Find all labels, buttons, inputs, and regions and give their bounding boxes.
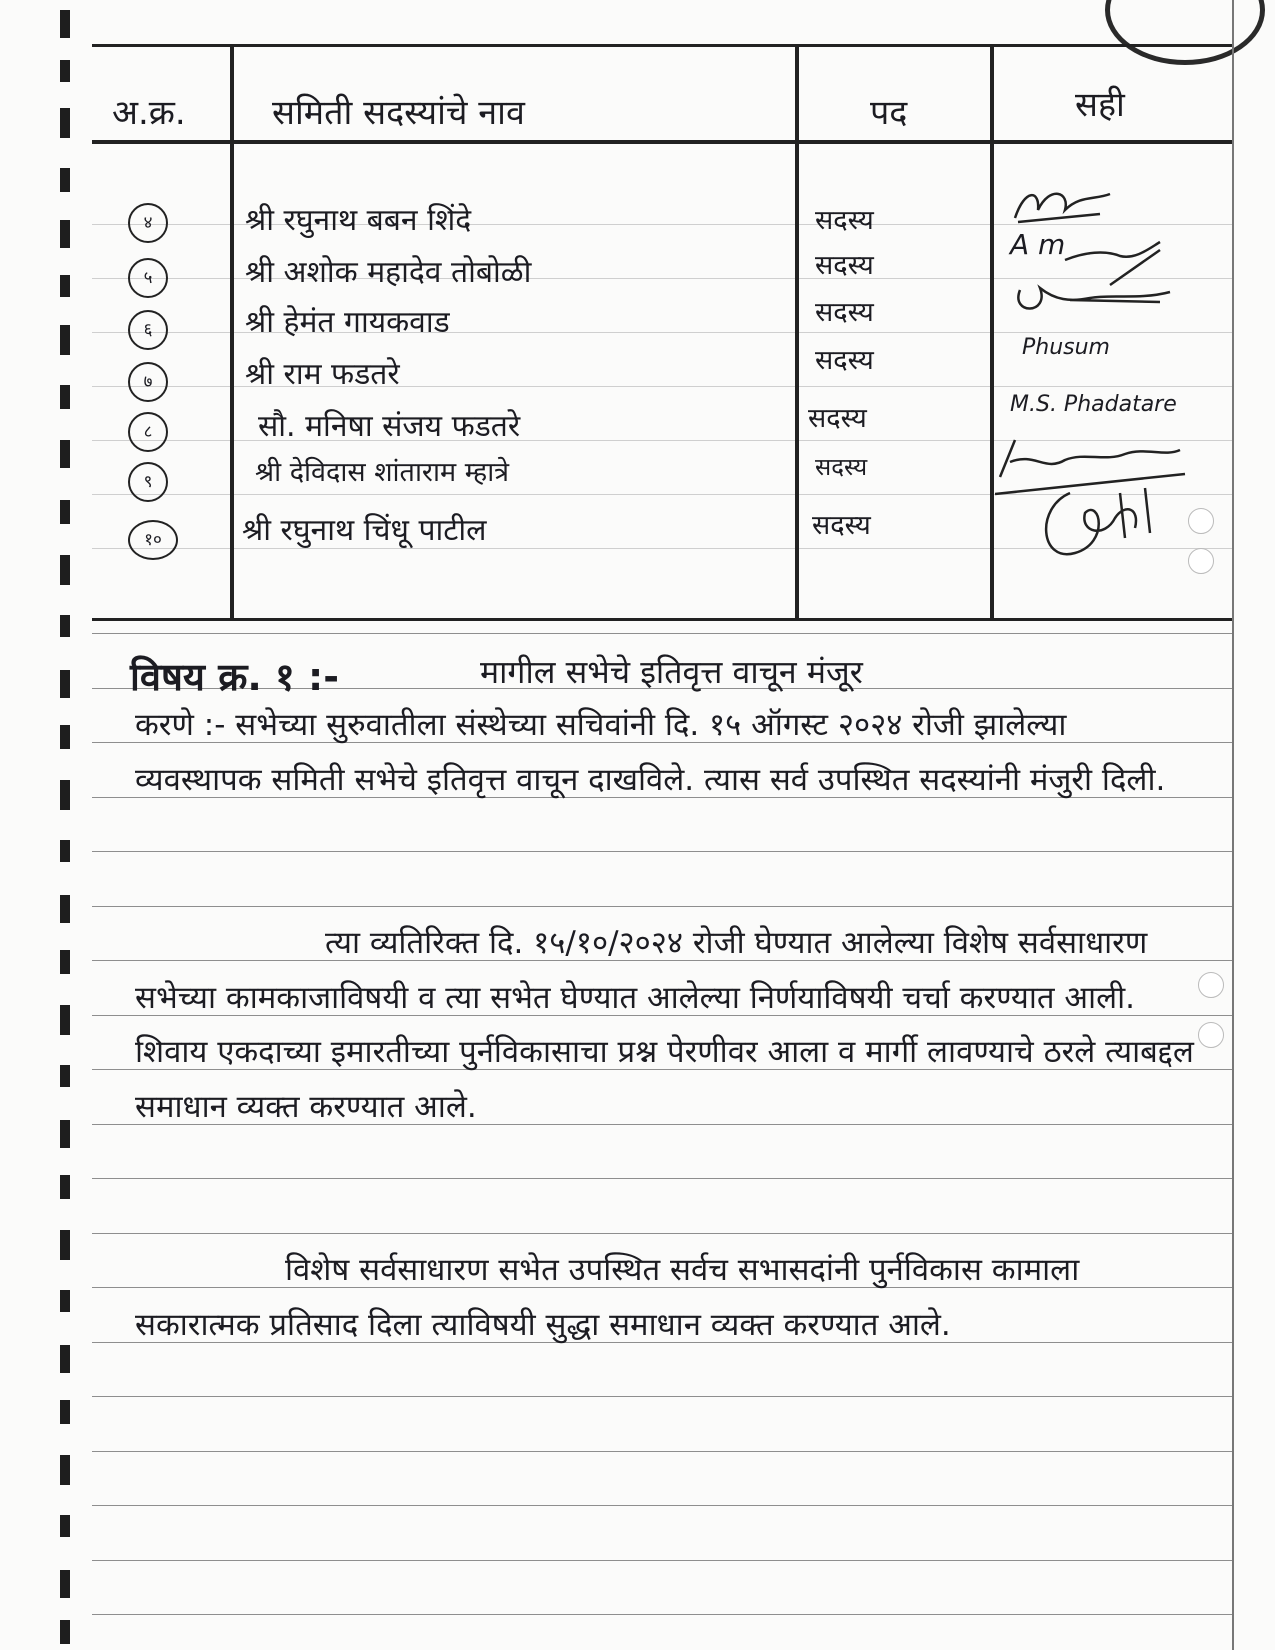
row-post: सदस्य <box>812 510 871 541</box>
row-signature-text: M.S. Phadatare <box>1010 392 1177 417</box>
row-member-name: सौ. मनिषा संजय फडतरे <box>258 409 521 444</box>
header-serial: अ.क्र. <box>112 93 186 133</box>
subject-heading: विषय क्र. १ :- <box>130 655 340 699</box>
row-serial: ७ <box>128 362 168 402</box>
row-member-name: श्री राम फडतरे <box>245 357 400 392</box>
stamp-seal <box>1105 0 1265 65</box>
ruled-line <box>92 1451 1232 1452</box>
subject-first-line: मागील सभेचे इतिवृत्त वाचून मंजूर <box>480 653 863 691</box>
punch-hole <box>1188 548 1214 574</box>
ruled-line <box>92 1396 1232 1397</box>
row-serial: १० <box>128 520 178 560</box>
row-post: सदस्य <box>815 297 874 328</box>
ruled-line <box>92 1560 1232 1561</box>
subject-paragraph-3: विशेष सर्वसाधारण सभेत उपस्थित सर्वच सभासदांनी पुर्नविकास कामाला सकारात्मक प्रतिसाद दिला त्याविषयी सुद्धा समाधान व्यक्त करण्यात आले. <box>135 1252 1080 1343</box>
subject-paragraph-1: करणे :- सभेच्या सुरुवातीला संस्थेच्या सचिवांनी दि. १५ ऑगस्ट २०२४ रोजी झालेल्या व्यवस्थापक समिती सभेचे इतिवृत्त वाचून दाखविले. त्यास सर्व उपस्थित सदस्यांनी मंजुरी दिली. <box>135 707 1166 798</box>
row-member-name: श्री रघुनाथ बबन शिंदे <box>245 203 472 238</box>
row-signature-text: A m <box>1010 228 1066 261</box>
table-column-divider <box>795 44 799 620</box>
ruled-line <box>92 1614 1232 1615</box>
table-top-border <box>92 44 1232 47</box>
header-member-name: समिती सदस्यांचे नाव <box>272 93 525 133</box>
table-bottom-border <box>92 618 1232 621</box>
header-signature: सही <box>1075 85 1125 125</box>
row-post: सदस्य <box>815 205 874 236</box>
signature-scrawl <box>1010 270 1180 320</box>
row-member-name: श्री रघुनाथ चिंधू पाटील <box>242 513 487 548</box>
punch-hole <box>1188 508 1214 534</box>
row-serial: ८ <box>128 412 168 452</box>
row-serial: ९ <box>128 462 168 502</box>
table-header-border <box>92 140 1232 144</box>
table-column-divider <box>230 44 234 620</box>
ruled-line <box>92 1233 1232 1234</box>
row-post: सदस्य <box>815 453 868 481</box>
row-serial: ६ <box>128 310 168 350</box>
punch-hole <box>1198 1022 1224 1048</box>
row-member-name: श्री अशोक महादेव तोबोळी <box>245 255 532 290</box>
signature-scrawl <box>1030 478 1170 568</box>
ruled-line <box>92 633 1232 634</box>
ruled-line <box>92 1505 1232 1506</box>
header-post: पद <box>870 93 908 133</box>
row-serial: ५ <box>128 258 168 298</box>
row-signature-text: Phusum <box>1022 335 1110 360</box>
row-post: सदस्य <box>808 403 867 434</box>
row-post: सदस्य <box>815 250 874 281</box>
ruled-line <box>92 851 1232 852</box>
table-column-divider <box>990 44 994 620</box>
punch-hole <box>1198 972 1224 998</box>
row-serial: ४ <box>128 203 168 243</box>
page-right-edge <box>1232 0 1234 1650</box>
subject-paragraph-2: त्या व्यतिरिक्त दि. १५/१०/२०२४ रोजी घेण्यात आलेल्या विशेष सर्वसाधारण सभेच्या कामकाजाविषयी व त्या सभेत घेण्यात आलेल्या निर्णयाविषयी चर्चा करण्यात आली. शिवाय एकदाच्या इमारतीच्या पुर्नविकासाचा प्रश्न पेरणीवर आला व मार्गी लावण्याचे ठरले त्याबद्दल समाधान व्यक्त करण्यात आले. <box>135 925 1194 1125</box>
ruled-line <box>92 906 1232 907</box>
row-post: सदस्य <box>815 345 874 376</box>
row-member-name: श्री देविदास शांताराम म्हात्रे <box>255 457 510 488</box>
row-member-name: श्री हेमंत गायकवाड <box>245 305 450 340</box>
ruled-line <box>92 1178 1232 1179</box>
spine-binding-marks <box>58 0 74 1650</box>
signature-scrawl <box>1010 180 1120 230</box>
